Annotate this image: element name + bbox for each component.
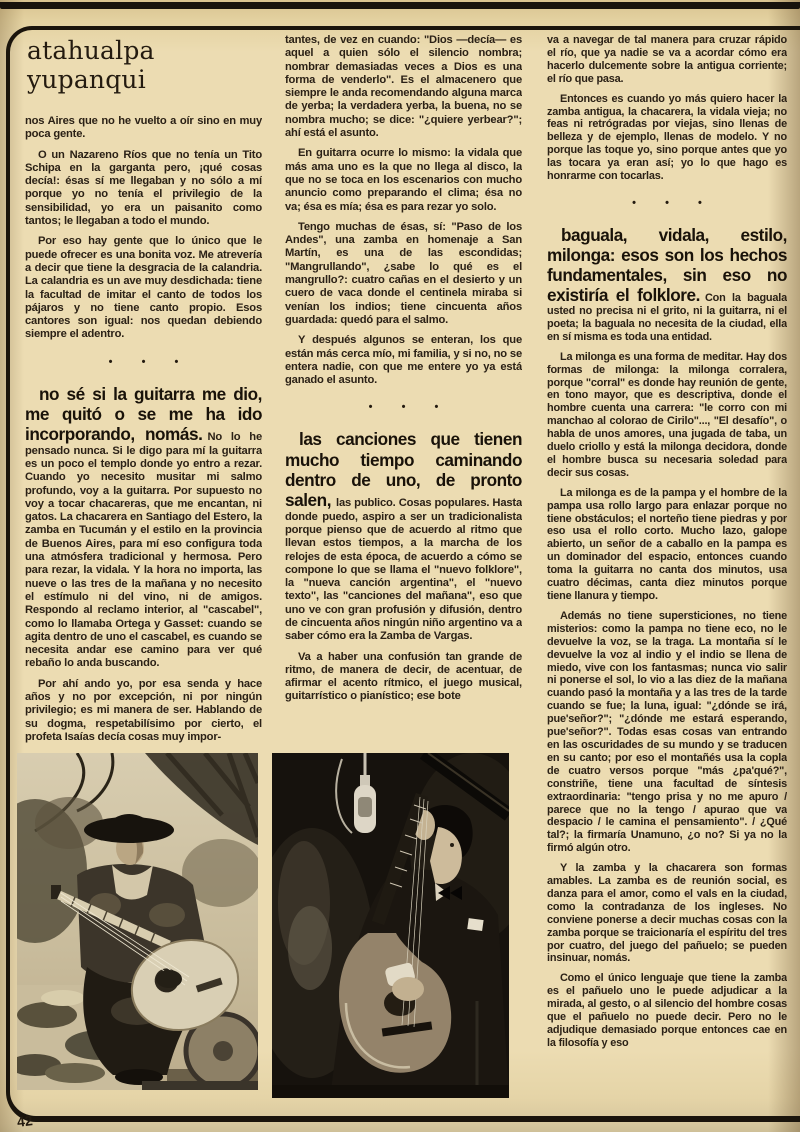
column-3 [547, 34, 787, 1112]
floor-shadow [272, 1085, 509, 1098]
section-heading-guitarra: no sé si la guitarra me dio, me quitó o se me ha ido incorporando, nomás. [25, 383, 262, 445]
paragraph: Tengo muchas de ésas, sí: "Paso de los Andes", una zamba en homenaje a San Martín, es una de las escondidas; "Mangrullando", ¿sabe lo qué es el mangrullo?: cuatro cañas en el desierto y un cuero de vaca donde el centinela miraba si venían los indios; tiene cincuenta años guardada: quedó para el salmo. [285, 220, 522, 326]
page-title: atahualpa yupanqui [27, 36, 155, 94]
section-separator: • • • [632, 196, 715, 209]
section-heading-baguala: baguala, vidala, estilo, milonga: esos son los hechos fundamentales, sin eso no existiría el folklore. [547, 224, 787, 305]
eye [450, 843, 454, 847]
paragraph: Por eso hay gente que lo único que le puede ofrecer es una bonita voz. Me atrevería a decir que tiene la desgracia de la calandria. La calandria es un ave muy desdichada: tiene la facultad de imitar el canto de todos los pájaros y no tiene canto propio. Esos cantores son igual: nos quedan debiendo siempre el adentro. [25, 235, 262, 341]
jacket-highlight [149, 903, 185, 927]
paragraph: La milonga es de la pampa y el hombre de la pampa usa rollo largo para enlazar porque no tiene obstáculos; el norteño tiene piedras y por eso usa el rollo corto. Mucho lazo, galope abierto, un señor de a caballo en la pampa es un dominador del espacio, entonces cuando toma la guitarra no canta dos minutos, usa cuatro décimas, canta diez minutos porque tiene llanura y tiempo. [547, 486, 787, 602]
paragraph: O un Nazareno Ríos que no tenía un Tito Schipa en la garganta pero, ¡qué cosas decía!: ésas sí me llegaban y no sólo a mí porque yo no tenía el privilegio de la sensibilidad, yo era un paisanito como tantos; le llegaban a todo el mundo. [25, 148, 262, 228]
section-paragraph [547, 225, 787, 344]
paragraph: Entonces es cuando yo más quiero hacer la zamba antigua, la chacarera, la vidala vieja; no feas ni retrógradas por viejas, sino llenas de belleza y de ejemplo, llenas de modelo. Y no porque las toque yo, sino porque antes que yo las tocara ya eran así; yo lo que hago es honrarme con tocarlas. [547, 92, 787, 183]
paragraph: Va a haber una confusión tan grande de ritmo, de manera de decir, de acentuar, de afirmar el acento rítmico, el juego musical, guitarrístico o pianístico; ese bote [285, 650, 522, 703]
paragraph: La milonga es una forma de meditar. Hay dos formas de milonga: la milonga corralera, porque "corral" es donde hay reunión de gente, en tono mayor, que es descriptiva, donde el hombre cuenta una carrera: "le corro con mi manchao al colorao de Cirilo"..., "El desafío", o habla de unos amores, una jugada de taba, un duelo criollo y está la milonga decidora, donde el hombre busca su necesaria soledad para decir sus cosas. [547, 350, 787, 479]
photo-yupanqui-stage [272, 753, 509, 1098]
ground-shadow [142, 1081, 258, 1090]
section-text: No lo he pensado nunca. Si le digo para mí la guitarra es un poco el templo donde yo entro a rezar. Cuando yo necesito musitar mi salmo profundo, voy a la guitarra. Por supuesto no voy a tocar chacareras, que me encantan, ni gatos. La chacarera en Santiago del Estero, la zamba en Tucumán y el estilo en la provincia de Buenos Aires, para mí eso configura toda una atmósfera tradicional y hermosa. Pero para rezar, la vidala. Y la hora no importa, las nueve o las tres de la mañana y no necesito el estímulo ni del vino, ni de amigos. Respondo al reclamo interior, al "cascabel", como lo llamaba Ortega y Gasset: cuando se agita dentro de uno el cascabel, es cuando se necesita andar ese camino para ver qué rebaño lo anda buscando. [25, 431, 262, 670]
background-figure [288, 906, 332, 990]
section-text: las publico. Cosas populares. Hasta donde puedo, aspiro a ser un tradicionalista porque pienso que de acuerdo al ritmo que llevan estos tiempos, a la marcha de los relojes de esta época, de acuerdo a cómo se compone lo que se llama el "nuevo folklore", la "nueva canción argentina", el "nuevo texto", las "canciones del mañana", eso que uno ve con gran profusión y difusión, dentro de cincuenta años ningún niño argentino va a saber cómo era la Zamba de Vargas. [285, 497, 522, 643]
pocket-square [467, 918, 483, 931]
paragraph: Además no tiene supersticiones, no tiene misterios: como la pampa no tiene eco, no le devuelve la voz, se la traga. La montaña sí le devuelve la voz al indio y el indio se llena de miedo, vive con los fantasmas; nunca vio salir ni ponerse el sol, lo vio a las diez de la mañana cuando pasó la montaña y a las tres de la tarde cuando se fue; la luna, igual: "¿dónde se irá, pue'señor?"; "¿dónde me estará esperando, pue'señor?". Todas esas cosas van entrando en las oscuridades de su mundo y se traducen en su canto; por eso el montañés usa la copla de cuatro versos porque "más ¿pa'qué?", constriñe, tiene una facultad de síntesis extraordinaria: "tengo prisa y no me apuro / parece que no la tengo / apurao que va despacio / le camina el pensamiento". / ¿Qué tal?; la firmaría Unamuno, ¿o no? Si ya no la firmó algún otro. [547, 609, 787, 855]
paragraph: nos Aires que no he vuelto a oír sino en muy poca gente. [25, 115, 262, 141]
column-2 [285, 34, 522, 752]
paragraph: Como el único lenguaje que tiene la zamba es el pañuelo uno le puede adjudicar a la mirada, al gesto, o al silencio del hombre cosas que el pañuelo no puede decir. Pero no le adjudique demasiado porque entonces cae en la filosofía y eso [547, 972, 787, 1049]
hat-brim [84, 817, 174, 843]
section-text: Con la baguala usted no precisa ni el grito, ni la guitarra, ni el poeta; la baguala no necesita de la ciudad, ella en sí misma es toda una entidad. [547, 291, 787, 343]
section-separator: • • • [368, 401, 452, 414]
page-number: 42 [16, 1112, 34, 1130]
paragraph: tantes, de vez en cuando: "Dios —decía— es aquel a quien sólo el silencio nombra; nombrar demasiadas veces a Dios es una forma de venderlo". Es el almacenero que siempre le anda recomendando alguna marca de yerba; la verdadera yerba, la buena, no se nombra mucho; se dice: "¿quiere yerbear?"; ahí está el asunto. [285, 34, 522, 140]
photo-yupanqui-outdoor [17, 753, 258, 1090]
section-paragraph [285, 429, 522, 643]
strumming-hand [156, 970, 182, 988]
paragraph: Por ahí ando yo, por esa senda y hace años y no por excepción, ni por ningún privilegio; es mi manera de ser. Hablando de su dogma, respetabilísimo por cierto, el profeta Isaías decía cosas muy impor- [25, 677, 262, 743]
section-heading-canciones: las canciones que tienen mucho tiempo caminando dentro de uno, de pronto salen, [285, 429, 522, 511]
section-separator: • • • [108, 355, 192, 368]
paragraph: Y después algunos se enteran, los que están más cerca mío, mi familia, y si no, no se entera nadie, con que me entere yo ya está ganado el asunto. [285, 334, 522, 387]
strumming-hand [392, 977, 424, 1001]
column-1 [25, 34, 262, 752]
paragraph: Y la zamba y la chacarera son formas amables. La zamba es de reunión social, es danza para el amor, como el vals en la ciudad, como la contradanza de los ingleses. No conviene ponerse a decir muchas cosas con la zamba porque se traicionaría el espíritu del tres por cuatro, del juego del pañuelo; se pueden insinuar, nomás. [547, 862, 787, 965]
paragraph: va a navegar de tal manera para cruzar rápido el río, que ya nadie se va a acordar cómo era hacerlo dulcemente sobre la antigua corriente; el río que pasa. [547, 34, 787, 85]
paragraph: En guitarra ocurre lo mismo: la vidala que más ama uno es la que no llega al disco, la que no se toca en los escenarios con mucho anuncio como preparando el clima; ésa no va; ésa es mía; ésa es para rezar yo solo. [285, 147, 522, 213]
top-rule [0, 2, 800, 9]
section-paragraph [25, 384, 262, 671]
